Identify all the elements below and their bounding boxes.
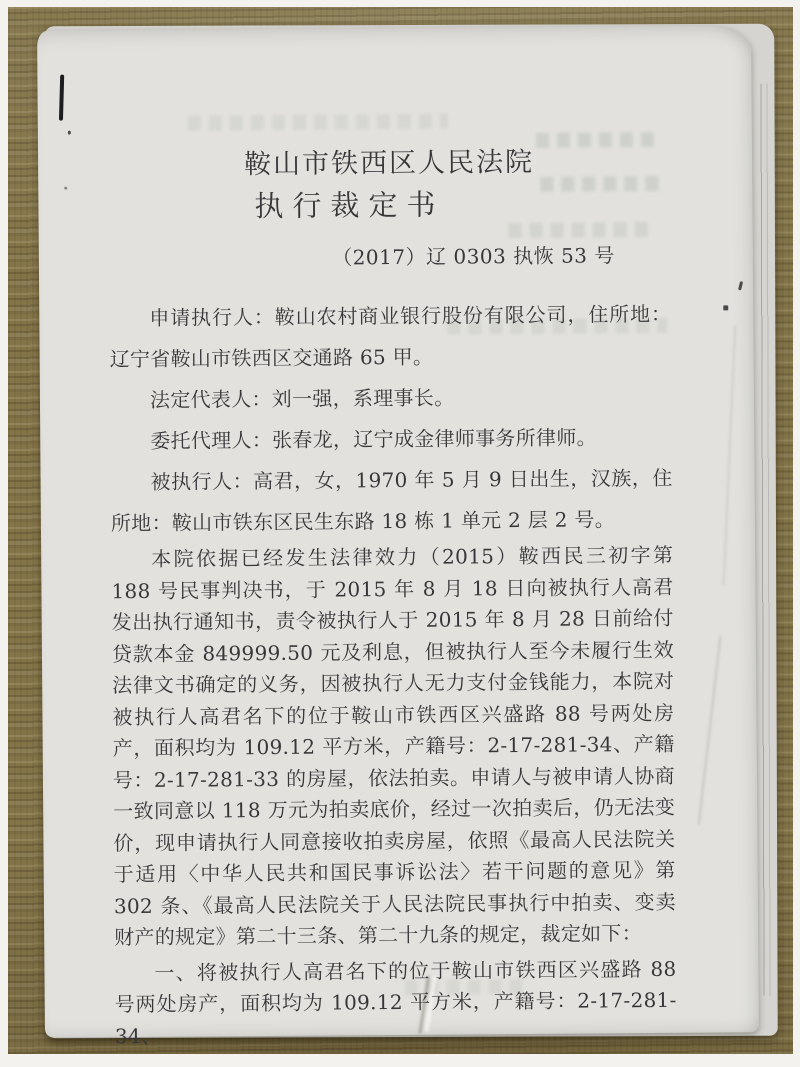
court-name: 鞍山市铁西区人民法院 — [243, 146, 535, 181]
desk-photo-background — [8, 7, 793, 1054]
paragraph: 被执行人：高君，女，1970 年 5 月 9 日出生，汉族，住所地：鞍山市铁东区民生东路 18 栋 1 单元 2 层 2 号。 — [110, 465, 673, 536]
document-page — [37, 25, 759, 1048]
case-number: （2017）辽 0303 执恢 53 号 — [332, 243, 615, 270]
paragraph-container — [109, 294, 677, 1052]
paragraph: 申请执行人：鞍山农村商业银行股份有限公司，住所地：辽宁省鞍山市铁西区交通路 65 甲。 — [109, 301, 672, 372]
ink-speck — [723, 305, 728, 310]
paper-crease — [698, 636, 722, 825]
ink-speck — [68, 131, 71, 135]
sheet-edge-lines — [755, 84, 774, 996]
paragraph: 一、将被执行人高君名下的位于鞍山市铁西区兴盛路 88 号两处房产，面积均为 109.12 平方米，产籍号：2-17-281-34、 — [114, 956, 677, 1048]
document-text-block — [107, 26, 677, 1052]
staple-mark — [59, 75, 64, 121]
paragraph: 委托代理人：张春龙，辽宁成金律师事务所律师。 — [150, 425, 597, 453]
document-title: 执行裁定书 — [254, 187, 445, 224]
paragraph: 法定代表人：刘一强，系理事长。 — [149, 385, 455, 412]
paragraph: 本院依据已经发生法律效力（2015）鞍西民三初字第 188 号民事判决书，于 2015 年 8 月 18 日向被执行人高君发出执行通知书，责令被执行人于 2015 年 8 月 28 日前给付贷款本金 849999.50 元及利息，但被执行人至今未履行生效法律文书确定的义务，因被执行人无力支付金钱能力，本院对被执行人高君名下的位于鞍山市铁西区兴盛路 88 号两处房产，面积均为 109.12 平方米，产籍号：2-17-281-34、产籍号：2-17-281-33 的房屋，依法拍卖。申请人与被申请人协商一致同意以 118 万元为拍卖底价，经过一次拍卖后，仍无法变价，现申请执行人同意接收拍卖房屋，依照《最高人民法院关于适用〈中华人民共和国民事诉讼法〉若干问题的意见》第 302 条、《最高人民法院关于人民法院民事执行中拍卖、变卖财产的规定》第二十三条、第二十九条的规定，裁定如下： — [111, 542, 677, 950]
paper-crease — [723, 325, 737, 585]
ink-speck — [64, 187, 67, 190]
ink-speck — [738, 281, 743, 290]
